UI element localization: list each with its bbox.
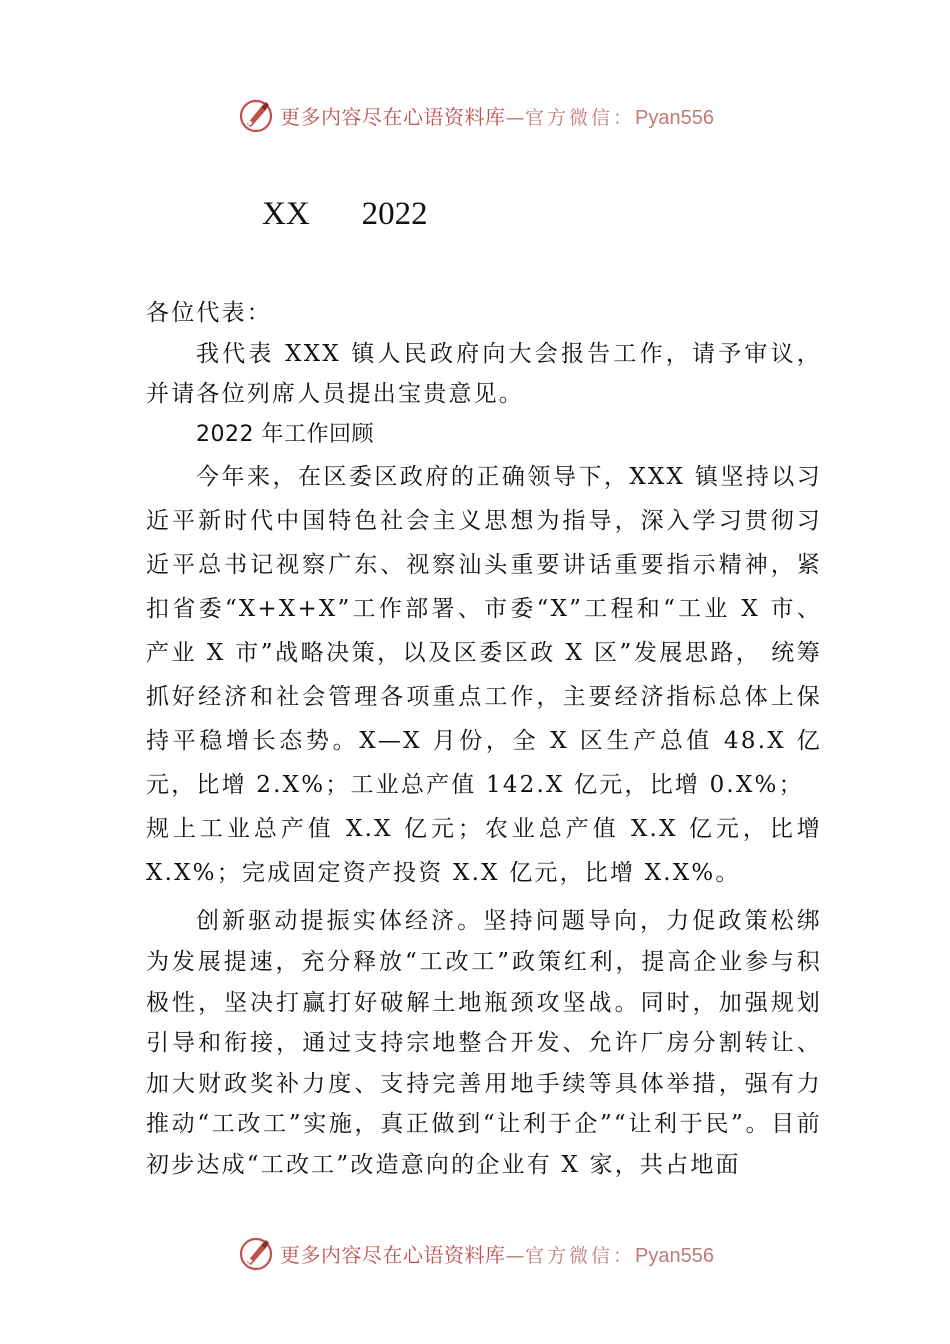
document-body [146,293,822,1186]
banner-separator: — [505,1244,525,1267]
banner-wechat-label: 官方微信： [525,106,636,129]
banner-separator: — [505,106,525,129]
paragraph-intro: 我代表 XXX 镇人民政府向大会报告工作，请予审议，并请各位列席人员提出宝贵意见。 [146,340,822,408]
paragraph-indicators: 规上工业总产值 X.X 亿元；农业总产值 X.X 亿元，比增 X.X%；完成固定资产投资 X.X 亿元，比增 X.X%。 [146,816,822,887]
banner-main-text: 更多内容尽在心语资料库 [280,104,506,129]
salutation: 各位代表： [146,300,272,326]
title-right: 2022 [361,196,428,232]
paragraph-innovation: 创新驱动提振实体经济。坚持问题导向，力促政策松绑为发展提速，充分释放“工改工”政策红利，提高企业参与积极性，坚决打赢打好破解土地瓶颈攻坚战。同时，加强规划引导和衔接，通过支持宗地整合开发、允许厂房分割转让、加大财政奖补力度、支持完善用地手续等具体举措，强有力推动“工改工”实施，真正做到“让利于企”“让利于民”。目前初步达成“工改工”改造意向的企业有 X 家，共占地面 [146,908,822,1178]
banner-account: Pyan556 [635,1244,714,1267]
banner-account: Pyan556 [635,106,714,129]
banner-text [280,1239,714,1268]
footer-watermark-banner [0,1231,950,1275]
paragraph-review: 今年来，在区委区政府的正确领导下，XXX 镇坚持以习近平新时代中国特色社会主义思想为指导，深入学习贯彻习近平总书记视察广东、视察汕头重要讲话重要指示精神，紧扣省委“X+X+X”工作部署、市委“X”工程和“工业 X 市、产业 X 市”战略决策，以及区委区政 X 区”发展思路， 统筹抓好经济和社会管理各项重点工作，主要经济指标总体上保持平稳增长态势。X—X 月份，全 X 区生产总值 48.X 亿元，比增 2.X%；工业总产值 142.X 亿元，比增 0.X%； [146,464,822,799]
banner-main-text: 更多内容尽在心语资料库 [280,1242,506,1267]
banner-text [280,101,714,130]
header-watermark-banner [0,93,950,137]
pen-nib-logo-icon [236,95,276,135]
document-title [262,196,428,233]
section-heading: 2022 年工作回顾 [196,421,374,447]
banner-wechat-label: 官方微信： [525,1244,636,1267]
pen-nib-logo-icon [236,1233,276,1273]
title-left: XX [262,196,310,232]
